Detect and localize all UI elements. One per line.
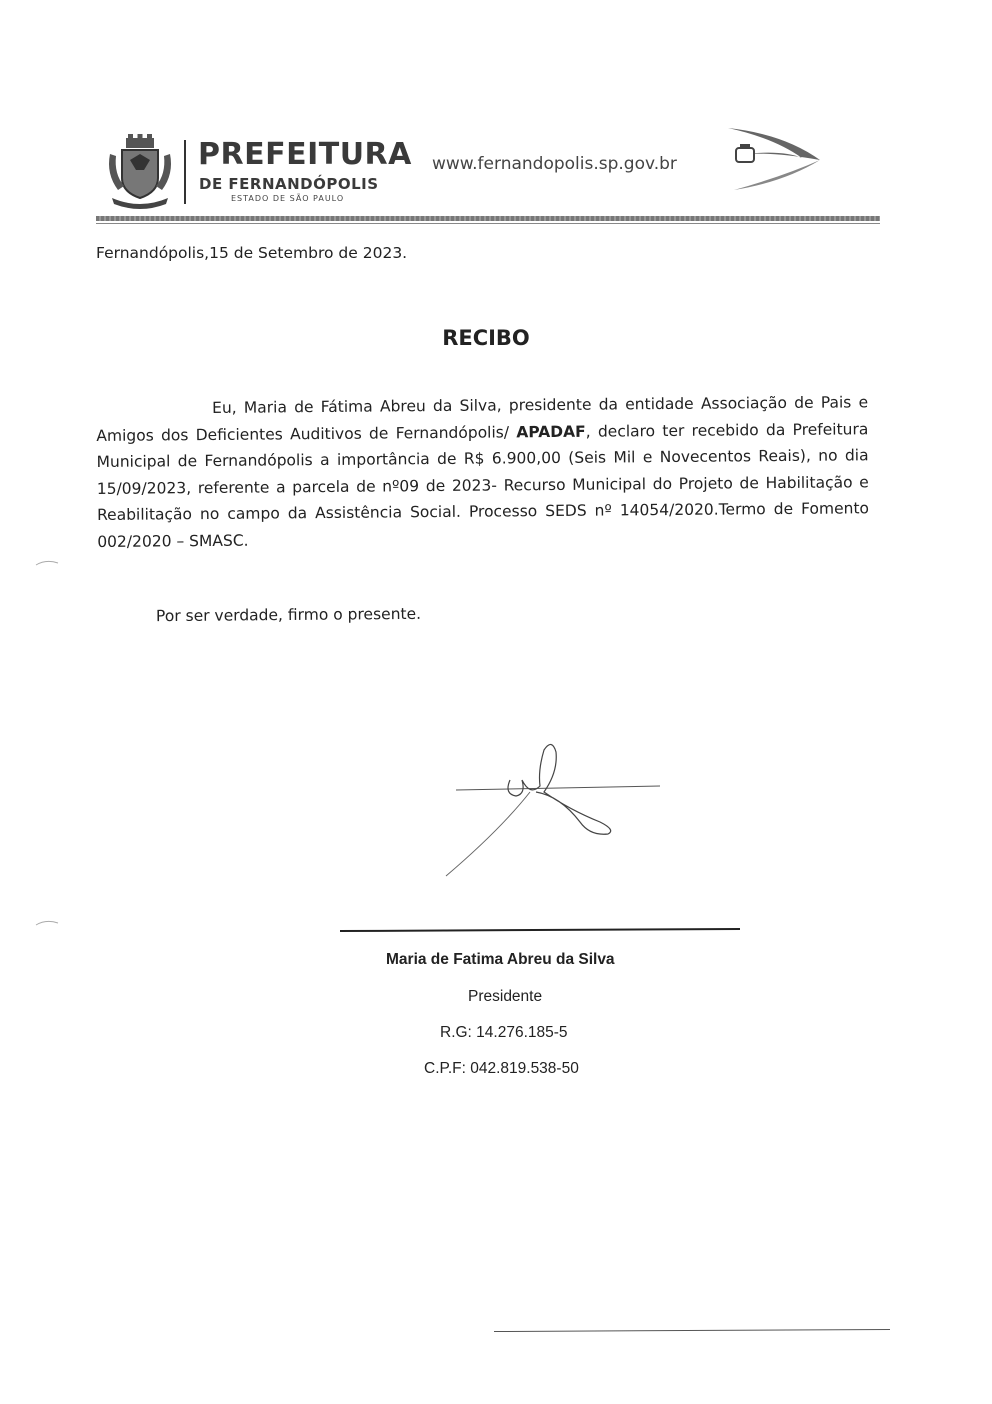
- header-rule: [96, 216, 880, 221]
- logo-subtitle: DE FERNANDÓPOLIS: [199, 175, 379, 193]
- signature-line: [340, 928, 740, 932]
- signatory-role: Presidente: [468, 988, 543, 1005]
- logo-title: PREFEITURA: [198, 137, 412, 172]
- logo-divider: [184, 140, 186, 204]
- arrow-emblem-icon: [724, 124, 824, 196]
- scan-margin-mark: [34, 912, 60, 920]
- logo-state: ESTADO DE SÃO PAULO: [231, 194, 345, 203]
- signatory-cpf: C.P.F: 042.819.538-50: [424, 1060, 579, 1077]
- receipt-body: [96, 389, 869, 555]
- footer-line: [494, 1329, 890, 1332]
- document-date: Fernandópolis,15 de Setembro de 2023.: [96, 244, 408, 262]
- body-text-part2: , declaro ter recebido da Prefeitura Municipal de Fernandópolis a importância de R$ 6.900,00 (Seis Mil e Novecentos Reais), no dia 15/09/2023, referente a parcela de nº09 de 2023- Recurso Municipal do Projeto de Habilitação e Reabilitação no campo da Assistência Social. Processo SEDS nº 14054/2020.Termo de Fomento 002/2020 – SMASC.: [96, 419, 870, 551]
- scan-margin-mark: [34, 552, 60, 560]
- header-rule-thin: [96, 223, 880, 224]
- entity-acronym: APADAF: [516, 422, 586, 441]
- document-title: RECIBO: [442, 326, 530, 350]
- municipal-coat-of-arms-icon: [104, 134, 176, 210]
- body-text-part1: Eu, Maria de Fátima Abreu da Silva, presidente da entidade Associação de Pais e Amigos dos Deficientes Auditivos de Fernandópolis/: [96, 393, 869, 445]
- website-url: www.fernandopolis.sp.gov.br: [432, 154, 677, 174]
- signatory-rg: R.G: 14.276.185-5: [440, 1024, 568, 1041]
- signatory-name: Maria de Fatima Abreu da Silva: [386, 951, 615, 968]
- handwritten-signature: [440, 730, 670, 880]
- closing-statement: Por ser verdade, firmo o presente.: [155, 604, 422, 626]
